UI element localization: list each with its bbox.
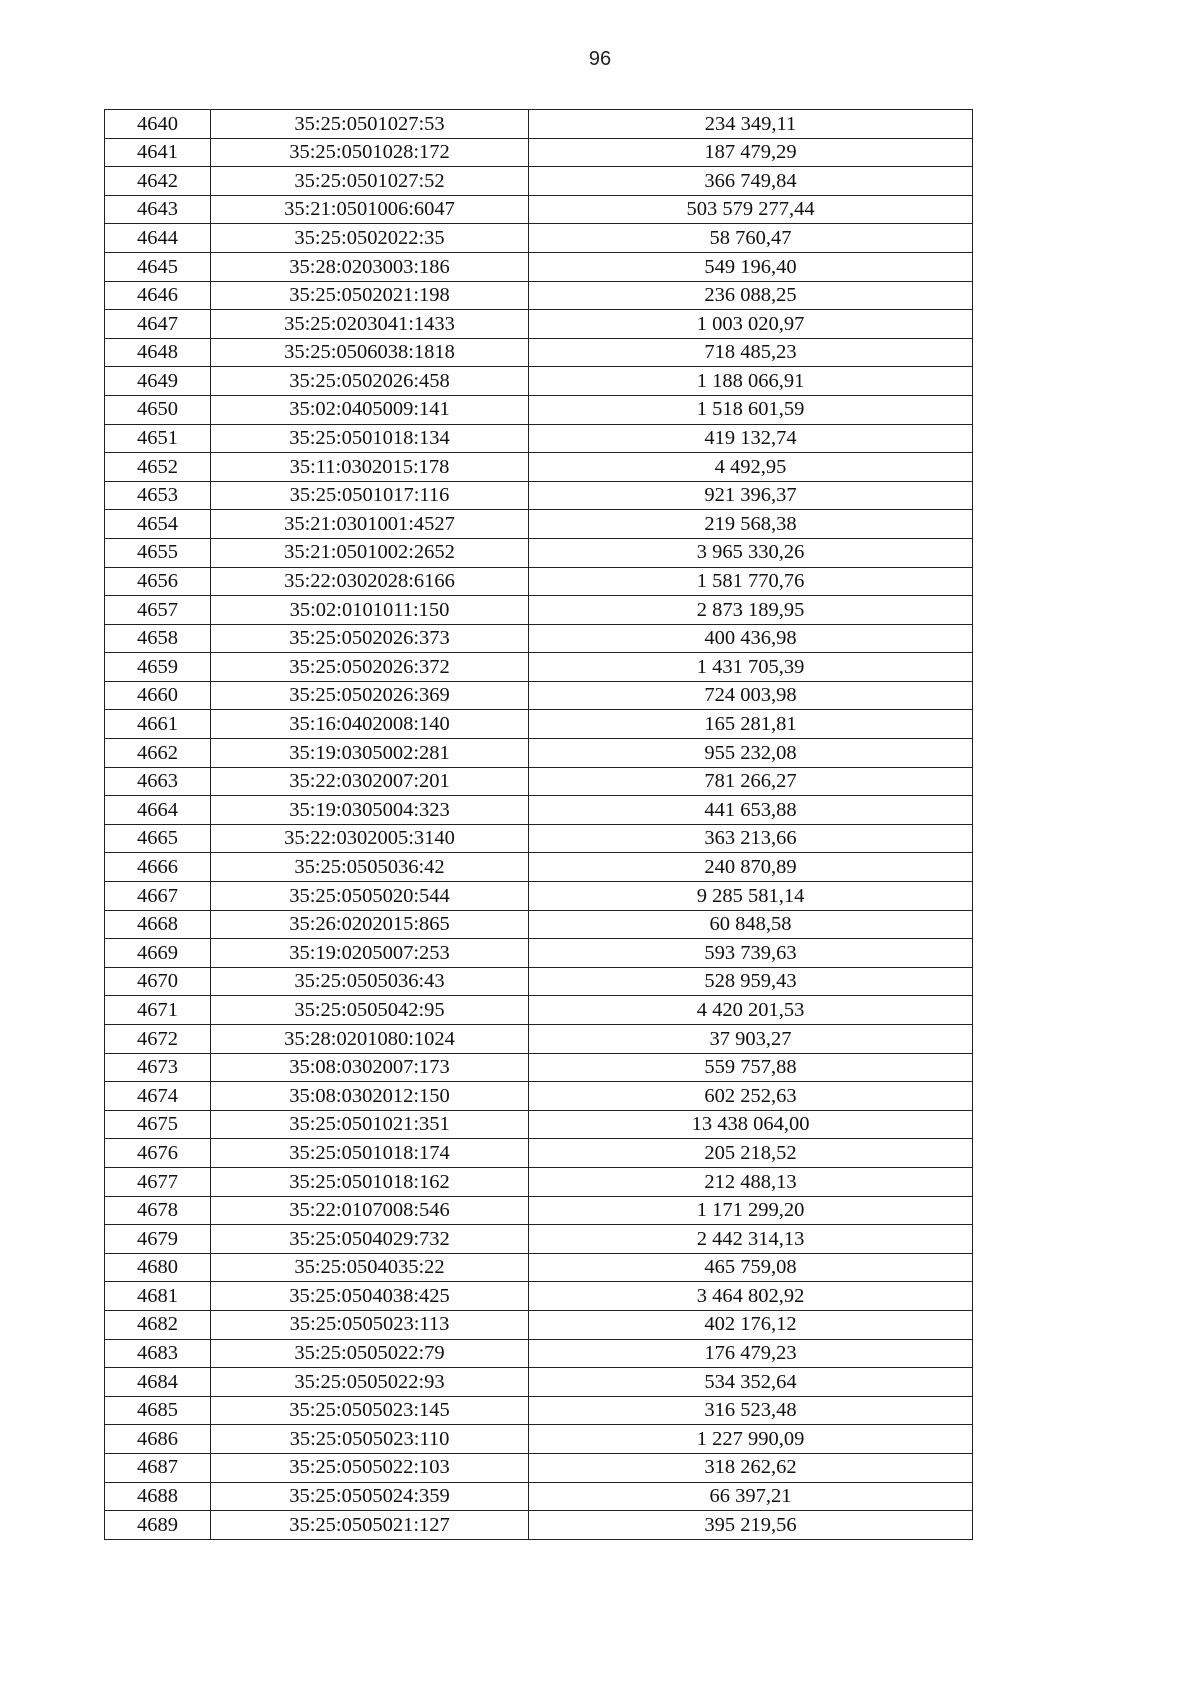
table-row [105,1482,973,1511]
cadastral-value-cell: 534 352,64 [529,1368,973,1397]
row-number-cell: 4682 [105,1310,211,1339]
cadastral-number-cell: 35:25:0504038:425 [211,1282,529,1311]
table-row [105,510,973,539]
table-row [105,252,973,281]
row-number-cell: 4656 [105,567,211,596]
cadastral-value-cell: 400 436,98 [529,624,973,653]
table-row [105,1253,973,1282]
cadastral-number-cell: 35:25:0505022:79 [211,1339,529,1368]
cadastral-number-cell: 35:25:0504029:732 [211,1225,529,1254]
table-row [105,538,973,567]
table-row [105,195,973,224]
cadastral-value-cell: 2 442 314,13 [529,1225,973,1254]
cadastral-number-cell: 35:08:0302012:150 [211,1082,529,1111]
row-number-cell: 4668 [105,910,211,939]
cadastral-number-cell: 35:25:0505036:43 [211,967,529,996]
cadastral-number-cell: 35:25:0501018:134 [211,424,529,453]
cadastral-number-cell: 35:25:0502021:198 [211,281,529,310]
table-row [105,853,973,882]
cadastral-number-cell: 35:25:0501018:162 [211,1167,529,1196]
cadastral-number-cell: 35:26:0202015:865 [211,910,529,939]
cadastral-number-cell: 35:25:0501027:53 [211,110,529,139]
table-row [105,596,973,625]
row-number-cell: 4685 [105,1396,211,1425]
cadastral-number-cell: 35:25:0505023:145 [211,1396,529,1425]
table-row [105,281,973,310]
table-row [105,453,973,482]
cadastral-number-cell: 35:25:0501021:351 [211,1110,529,1139]
cadastral-number-cell: 35:25:0502026:369 [211,681,529,710]
cadastral-value-cell: 66 397,21 [529,1482,973,1511]
row-number-cell: 4683 [105,1339,211,1368]
cadastral-value-cell: 219 568,38 [529,510,973,539]
cadastral-number-cell: 35:25:0502026:458 [211,367,529,396]
cadastral-value-cell: 1 188 066,91 [529,367,973,396]
cadastral-value-cell: 1 171 299,20 [529,1196,973,1225]
cadastral-number-cell: 35:25:0505020:544 [211,882,529,911]
cadastral-value-cell: 58 760,47 [529,224,973,253]
row-number-cell: 4655 [105,538,211,567]
row-number-cell: 4650 [105,395,211,424]
cadastral-value-cell: 236 088,25 [529,281,973,310]
cadastral-value-cell: 240 870,89 [529,853,973,882]
cadastral-number-cell: 35:25:0502026:372 [211,653,529,682]
cadastral-value-cell: 593 739,63 [529,939,973,968]
cadastral-number-cell: 35:28:0203003:186 [211,252,529,281]
table-row [105,1053,973,1082]
page-number: 96 [588,48,612,70]
table-row [105,481,973,510]
row-number-cell: 4645 [105,252,211,281]
table-row [105,338,973,367]
cadastral-number-cell: 35:22:0302007:201 [211,767,529,796]
row-number-cell: 4673 [105,1053,211,1082]
cadastral-number-cell: 35:02:0101011:150 [211,596,529,625]
table-row [105,1310,973,1339]
table-row [105,939,973,968]
table-row [105,710,973,739]
cadastral-value-cell: 176 479,23 [529,1339,973,1368]
table-row [105,110,973,139]
cadastral-value-cell: 4 420 201,53 [529,996,973,1025]
cadastral-value-cell: 402 176,12 [529,1310,973,1339]
cadastral-value-cell: 234 349,11 [529,110,973,139]
cadastral-value-cell: 503 579 277,44 [529,195,973,224]
cadastral-value-table [104,109,973,1540]
cadastral-number-cell: 35:25:0506038:1818 [211,338,529,367]
cadastral-value-cell: 419 132,74 [529,424,973,453]
cadastral-value-cell: 1 227 990,09 [529,1425,973,1454]
row-number-cell: 4669 [105,939,211,968]
cadastral-value-cell: 549 196,40 [529,252,973,281]
row-number-cell: 4658 [105,624,211,653]
table-row [105,567,973,596]
cadastral-value-cell: 724 003,98 [529,681,973,710]
row-number-cell: 4688 [105,1482,211,1511]
cadastral-value-cell: 37 903,27 [529,1025,973,1054]
cadastral-value-cell: 955 232,08 [529,739,973,768]
cadastral-number-cell: 35:19:0305002:281 [211,739,529,768]
row-number-cell: 4647 [105,310,211,339]
table-row [105,224,973,253]
row-number-cell: 4677 [105,1167,211,1196]
cadastral-value-cell: 205 218,52 [529,1139,973,1168]
table-row [105,367,973,396]
table-row [105,1167,973,1196]
cadastral-number-cell: 35:11:0302015:178 [211,453,529,482]
row-number-cell: 4663 [105,767,211,796]
table-row [105,767,973,796]
row-number-cell: 4681 [105,1282,211,1311]
table-row [105,1453,973,1482]
row-number-cell: 4684 [105,1368,211,1397]
row-number-cell: 4651 [105,424,211,453]
row-number-cell: 4666 [105,853,211,882]
cadastral-number-cell: 35:25:0505036:42 [211,853,529,882]
cadastral-number-cell: 35:08:0302007:173 [211,1053,529,1082]
cadastral-number-cell: 35:25:0501017:116 [211,481,529,510]
cadastral-number-cell: 35:25:0502022:35 [211,224,529,253]
row-number-cell: 4657 [105,596,211,625]
cadastral-value-cell: 559 757,88 [529,1053,973,1082]
row-number-cell: 4672 [105,1025,211,1054]
table-row [105,1110,973,1139]
cadastral-number-cell: 35:25:0502026:373 [211,624,529,653]
cadastral-number-cell: 35:25:0504035:22 [211,1253,529,1282]
row-number-cell: 4641 [105,138,211,167]
cadastral-number-cell: 35:25:0505021:127 [211,1511,529,1540]
cadastral-number-cell: 35:22:0302028:6166 [211,567,529,596]
table-row [105,739,973,768]
table-row [105,624,973,653]
cadastral-value-cell: 1 518 601,59 [529,395,973,424]
table-row [105,681,973,710]
row-number-cell: 4678 [105,1196,211,1225]
table-row [105,1396,973,1425]
cadastral-value-cell: 1 431 705,39 [529,653,973,682]
cadastral-value-cell: 13 438 064,00 [529,1110,973,1139]
table-row [105,967,973,996]
cadastral-number-cell: 35:25:0505042:95 [211,996,529,1025]
cadastral-number-cell: 35:21:0501006:6047 [211,195,529,224]
cadastral-number-cell: 35:16:0402008:140 [211,710,529,739]
table-row [105,1339,973,1368]
table-row [105,910,973,939]
cadastral-value-cell: 60 848,58 [529,910,973,939]
cadastral-value-cell: 395 219,56 [529,1511,973,1540]
table-row [105,1225,973,1254]
table-row [105,1025,973,1054]
cadastral-number-cell: 35:02:0405009:141 [211,395,529,424]
row-number-cell: 4680 [105,1253,211,1282]
cadastral-number-cell: 35:25:0505023:110 [211,1425,529,1454]
row-number-cell: 4652 [105,453,211,482]
cadastral-value-cell: 441 653,88 [529,796,973,825]
row-number-cell: 4676 [105,1139,211,1168]
cadastral-value-cell: 3 965 330,26 [529,538,973,567]
cadastral-number-cell: 35:19:0305004:323 [211,796,529,825]
row-number-cell: 4643 [105,195,211,224]
row-number-cell: 4664 [105,796,211,825]
table-row [105,1368,973,1397]
row-number-cell: 4679 [105,1225,211,1254]
cadastral-number-cell: 35:22:0302005:3140 [211,824,529,853]
row-number-cell: 4675 [105,1110,211,1139]
row-number-cell: 4640 [105,110,211,139]
table-row [105,1139,973,1168]
row-number-cell: 4662 [105,739,211,768]
row-number-cell: 4674 [105,1082,211,1111]
row-number-cell: 4649 [105,367,211,396]
cadastral-number-cell: 35:21:0501002:2652 [211,538,529,567]
cadastral-value-cell: 4 492,95 [529,453,973,482]
cadastral-value-cell: 187 479,29 [529,138,973,167]
row-number-cell: 4648 [105,338,211,367]
table-row [105,167,973,196]
table-row [105,138,973,167]
row-number-cell: 4661 [105,710,211,739]
table-row [105,653,973,682]
table-body [105,110,973,1540]
table-row [105,1082,973,1111]
cadastral-value-cell: 316 523,48 [529,1396,973,1425]
row-number-cell: 4646 [105,281,211,310]
cadastral-value-cell: 212 488,13 [529,1167,973,1196]
row-number-cell: 4667 [105,882,211,911]
row-number-cell: 4659 [105,653,211,682]
cadastral-value-cell: 602 252,63 [529,1082,973,1111]
row-number-cell: 4642 [105,167,211,196]
cadastral-number-cell: 35:25:0501018:174 [211,1139,529,1168]
cadastral-number-cell: 35:19:0205007:253 [211,939,529,968]
row-number-cell: 4665 [105,824,211,853]
cadastral-value-cell: 1 003 020,97 [529,310,973,339]
cadastral-value-cell: 363 213,66 [529,824,973,853]
row-number-cell: 4686 [105,1425,211,1454]
row-number-cell: 4660 [105,681,211,710]
cadastral-number-cell: 35:25:0501028:172 [211,138,529,167]
table-row [105,395,973,424]
table-row [105,1511,973,1540]
row-number-cell: 4644 [105,224,211,253]
cadastral-number-cell: 35:25:0505023:113 [211,1310,529,1339]
cadastral-number-cell: 35:25:0505022:93 [211,1368,529,1397]
cadastral-value-cell: 165 281,81 [529,710,973,739]
cadastral-number-cell: 35:25:0505022:103 [211,1453,529,1482]
row-number-cell: 4654 [105,510,211,539]
cadastral-value-cell: 465 759,08 [529,1253,973,1282]
row-number-cell: 4670 [105,967,211,996]
cadastral-number-cell: 35:22:0107008:546 [211,1196,529,1225]
table-row [105,1425,973,1454]
cadastral-value-cell: 2 873 189,95 [529,596,973,625]
table-row [105,310,973,339]
row-number-cell: 4689 [105,1511,211,1540]
cadastral-value-cell: 921 396,37 [529,481,973,510]
cadastral-value-cell: 1 581 770,76 [529,567,973,596]
table-row [105,882,973,911]
cadastral-number-cell: 35:28:0201080:1024 [211,1025,529,1054]
table-row [105,824,973,853]
cadastral-number-cell: 35:25:0505024:359 [211,1482,529,1511]
cadastral-number-cell: 35:21:0301001:4527 [211,510,529,539]
table-row [105,1282,973,1311]
cadastral-number-cell: 35:25:0203041:1433 [211,310,529,339]
row-number-cell: 4671 [105,996,211,1025]
table-row [105,1196,973,1225]
row-number-cell: 4687 [105,1453,211,1482]
cadastral-value-cell: 3 464 802,92 [529,1282,973,1311]
cadastral-value-cell: 366 749,84 [529,167,973,196]
cadastral-value-cell: 318 262,62 [529,1453,973,1482]
cadastral-value-cell: 528 959,43 [529,967,973,996]
table-row [105,424,973,453]
cadastral-value-cell: 9 285 581,14 [529,882,973,911]
cadastral-value-cell: 718 485,23 [529,338,973,367]
table-row [105,796,973,825]
row-number-cell: 4653 [105,481,211,510]
cadastral-value-cell: 781 266,27 [529,767,973,796]
table-row [105,996,973,1025]
cadastral-number-cell: 35:25:0501027:52 [211,167,529,196]
